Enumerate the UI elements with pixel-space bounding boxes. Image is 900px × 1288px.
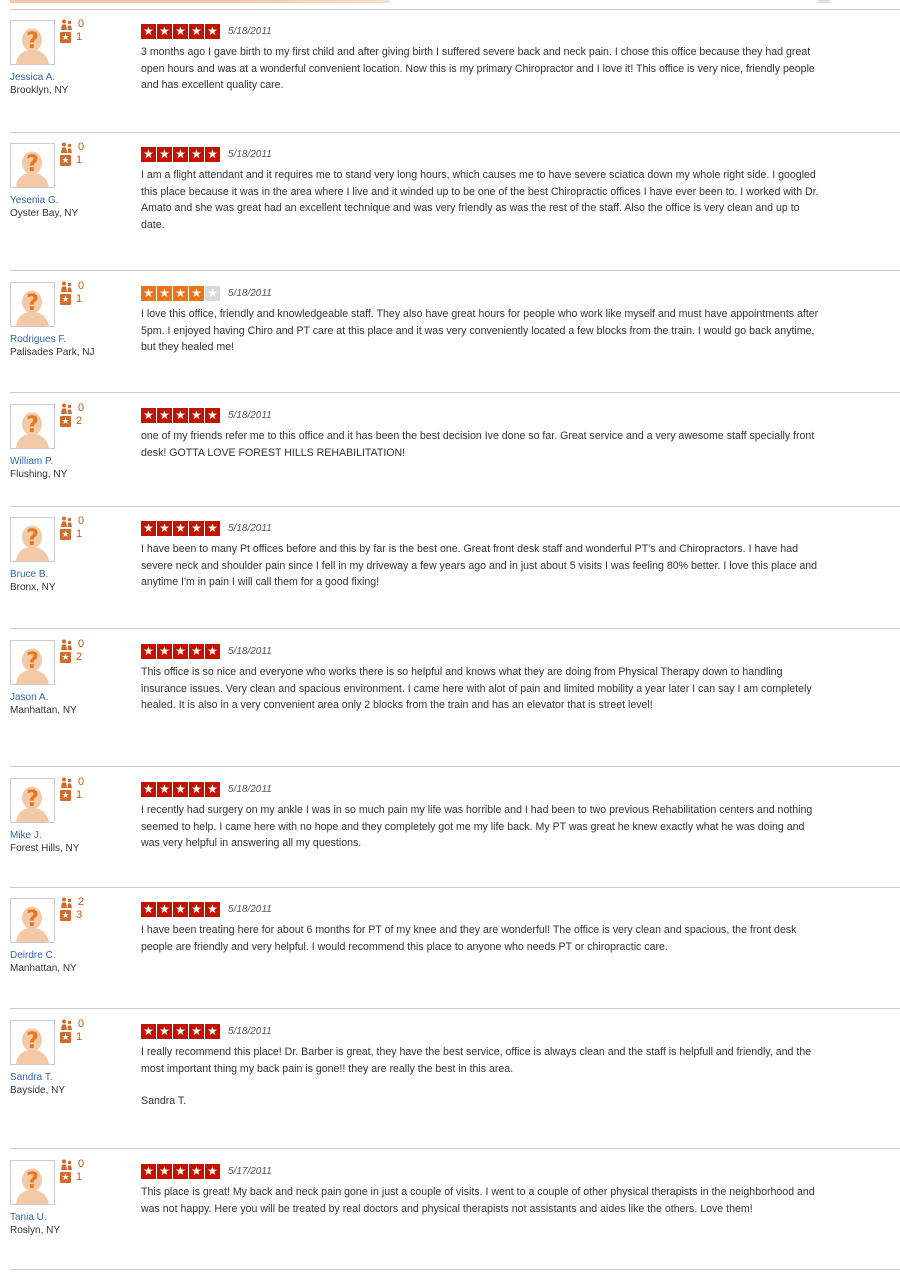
default-avatar-question-icon — [11, 899, 54, 942]
reviewer-avatar[interactable] — [10, 404, 55, 449]
reviewer-location: Palisades Park, NJ — [10, 347, 95, 358]
star-rating — [141, 24, 220, 39]
review-item — [10, 282, 900, 410]
reviewer-avatar[interactable] — [10, 1020, 55, 1065]
friend-count-value: 0 — [78, 402, 85, 414]
review-divider — [10, 392, 900, 393]
default-avatar-question-icon — [11, 641, 54, 684]
review-divider — [10, 132, 900, 133]
star-filled-icon — [189, 644, 204, 659]
star-filled-icon — [157, 24, 172, 39]
reviewer-stats — [60, 1158, 84, 1184]
reviewer-location: Brooklyn, NY — [10, 85, 69, 96]
svg-text:?: ? — [26, 1169, 39, 1194]
reviewer-location: Manhattan, NY — [10, 705, 77, 716]
star-filled-icon — [157, 1024, 172, 1039]
reviewer-name-link[interactable]: Jason A. — [10, 692, 49, 703]
review-date: 5/18/2011 — [228, 646, 272, 657]
star-filled-icon — [189, 902, 204, 917]
reviewer-stats — [60, 402, 84, 428]
review-divider — [10, 506, 900, 507]
default-avatar-question-icon — [11, 518, 54, 561]
friends-icon — [60, 403, 73, 415]
star-rating — [141, 644, 220, 659]
review-count-value: 1 — [76, 154, 83, 166]
star-filled-icon — [141, 644, 156, 659]
reviewer-avatar[interactable] — [10, 20, 55, 65]
friends-icon — [60, 19, 73, 31]
review-count-icon — [60, 416, 71, 427]
svg-text:?: ? — [26, 907, 39, 932]
friend-count-value: 0 — [78, 638, 85, 650]
review-count-icon — [60, 32, 71, 43]
star-filled-icon — [205, 1164, 220, 1179]
review-count-value: 1 — [76, 528, 83, 540]
svg-text:?: ? — [26, 291, 39, 316]
reviewer-avatar[interactable] — [10, 898, 55, 943]
default-avatar-question-icon — [11, 405, 54, 448]
review-text: 3 months ago I gave birth to my first child and after giving birth I suffered severe back and neck pain. I chose this office because they had great open hours and was at a wonderful convenient location. Now this is my primary Chiropractor and I love it! This office is very nice, friendly people and has excellent quality care. — [141, 46, 815, 91]
svg-text:?: ? — [26, 526, 39, 551]
friends-icon — [60, 281, 73, 293]
friends-icon — [60, 897, 73, 909]
reviewer-location: Forest Hills, NY — [10, 843, 80, 854]
review-divider — [10, 766, 900, 767]
reviewer-name-link[interactable]: Mike J. — [10, 830, 42, 841]
star-rating — [141, 782, 220, 797]
review-count-value: 1 — [76, 1171, 83, 1183]
review-body — [141, 306, 821, 356]
review-count-icon — [60, 529, 71, 540]
review-count-value: 1 — [76, 789, 83, 801]
friend-count-value: 2 — [78, 896, 85, 908]
review-date: 5/18/2011 — [228, 149, 272, 160]
reviewer-location: Oyster Bay, NY — [10, 208, 79, 219]
reviewer-name-link[interactable]: Sandra T. — [10, 1072, 53, 1083]
star-filled-icon — [157, 521, 172, 536]
star-filled-icon — [205, 408, 220, 423]
review-count — [60, 415, 84, 428]
star-filled-icon — [189, 521, 204, 536]
review-count-icon — [60, 1172, 71, 1183]
review-text: I recently had surgery on my ankle I was in so much pain my life was horrible and I had been to two previous Rehabilitation centers and nothing seemed to help. I came here with no hope and they completely got me my life back. My PT was great he knew exactly what he was doing and was very helpful in answering all my questions. — [141, 804, 813, 849]
review-count-value: 1 — [76, 31, 83, 43]
star-filled-icon — [205, 1024, 220, 1039]
star-filled-icon — [173, 147, 188, 162]
reviewer-stats — [60, 280, 84, 306]
review-date: 5/18/2011 — [228, 410, 272, 421]
review-date: 5/18/2011 — [228, 1026, 272, 1037]
star-filled-icon — [157, 147, 172, 162]
default-avatar-question-icon — [11, 283, 54, 326]
friend-count-value: 0 — [78, 141, 85, 153]
friend-count-value: 0 — [78, 1158, 85, 1170]
star-filled-icon — [141, 521, 156, 536]
star-filled-icon — [189, 286, 204, 301]
reviewer-stats — [60, 515, 84, 541]
star-filled-icon — [157, 286, 172, 301]
reviewer-avatar[interactable] — [10, 1160, 55, 1205]
reviewer-location: Bronx, NY — [10, 582, 56, 593]
reviewer-name-link[interactable]: Yesenia G. — [10, 195, 59, 206]
review-text: I really recommend this place! Dr. Barber is great, they have the best service, office is always clean and the staff is helpfull and friendly, and the most important thing my back pain is gone!! they are really the best in this area. — [141, 1046, 812, 1075]
review-count-value: 2 — [76, 651, 83, 663]
reviewer-location: Bayside, NY — [10, 1085, 66, 1096]
star-filled-icon — [141, 902, 156, 917]
svg-text:?: ? — [26, 152, 39, 177]
review-text: This office is so nice and everyone who works there is so helpful and knows what they are doing from Physical Therapy down to handling insurance issues. Very clean and spacious environment. I came here with alot of pain and limited mobility a year later I can say I am completely healed. It is also in a very convenient area only 2 blocks from the train and has an elevator that is street level! — [141, 666, 812, 711]
reviewer-stats — [60, 141, 84, 167]
star-filled-icon — [141, 782, 156, 797]
review-count — [60, 789, 84, 802]
review-count — [60, 31, 84, 44]
review-date: 5/18/2011 — [228, 26, 272, 37]
review-count-value: 1 — [76, 1031, 83, 1043]
friend-count-value: 0 — [78, 18, 85, 30]
review-body — [141, 541, 821, 591]
star-filled-icon — [157, 1164, 172, 1179]
reviewer-location: Flushing, NY — [10, 469, 68, 480]
friend-count-value: 0 — [78, 1018, 85, 1030]
review-body — [141, 428, 821, 461]
friends-icon — [60, 1019, 73, 1031]
star-filled-icon — [205, 644, 220, 659]
star-filled-icon — [141, 147, 156, 162]
star-filled-icon — [157, 408, 172, 423]
review-text: one of my friends refer me to this office and it has been the best decision Ive done so far. Great service and a very awesome staff specially front desk! GOTTA LOVE FOREST HILLS REHABILITATION! — [141, 430, 815, 459]
default-avatar-question-icon — [11, 779, 54, 822]
reviewer-location: Manhattan, NY — [10, 963, 77, 974]
star-filled-icon — [173, 408, 188, 423]
review-count-icon — [60, 652, 71, 663]
reviewer-location: Roslyn, NY — [10, 1225, 61, 1236]
reviewer-name-link[interactable]: Tania U. — [10, 1212, 47, 1223]
reviewer-stats — [60, 776, 84, 802]
reviewer-name-link[interactable]: Bruce B. — [10, 569, 49, 580]
review-body — [141, 44, 821, 94]
review-divider — [10, 1008, 900, 1009]
star-filled-icon — [189, 782, 204, 797]
star-filled-icon — [141, 286, 156, 301]
reviewer-name-link[interactable]: Deirdre C. — [10, 950, 56, 961]
review-count — [60, 651, 84, 664]
reviewer-stats — [60, 638, 84, 664]
review-divider — [10, 628, 900, 629]
review-body — [141, 167, 821, 233]
review-count — [60, 1171, 84, 1184]
review-date: 5/18/2011 — [228, 904, 272, 915]
friends-icon — [60, 777, 73, 789]
star-filled-icon — [173, 1024, 188, 1039]
star-rating — [141, 521, 220, 536]
star-filled-icon — [189, 147, 204, 162]
reviewer-name-link[interactable]: Rodrigues F. — [10, 334, 67, 345]
review-signature: Sandra T. — [141, 1095, 187, 1107]
svg-text:?: ? — [26, 649, 39, 674]
review-text: I have been treating here for about 6 months for PT of my knee and they are wonderful! The office is very clean and spacious, the front desk people are friendly and very helpful. I would recommend this place to anyone who needs PT or chiropractic care. — [141, 924, 797, 953]
review-text: I love this office, friendly and knowledgeable staff. They also have great hours for people who work like myself and must have appointments after 5pm. I enjoyed having Chiro and PT care at this place and it was very conveniently located a few blocks from the train. I would go back anytime, but they healed me! — [141, 308, 819, 353]
review-item — [10, 1020, 900, 1148]
star-filled-icon — [141, 24, 156, 39]
svg-text:?: ? — [26, 787, 39, 812]
review-divider — [10, 887, 900, 888]
default-avatar-question-icon — [11, 1161, 54, 1204]
reviewer-avatar[interactable] — [10, 778, 55, 823]
star-filled-icon — [189, 408, 204, 423]
review-count-icon — [60, 294, 71, 305]
review-text: This place is great! My back and neck pain gone in just a couple of visits. I went to a couple of other physical therapists in the neighborhood and was not happy. Here you will be treated by real doctors and physical therapists not assistants and aides like the others. Love them! — [141, 1186, 815, 1215]
review-item — [10, 404, 900, 532]
default-avatar-question-icon — [11, 21, 54, 64]
star-filled-icon — [205, 147, 220, 162]
review-body — [141, 1184, 821, 1217]
review-count — [60, 909, 84, 922]
star-filled-icon — [173, 521, 188, 536]
star-filled-icon — [157, 902, 172, 917]
review-item — [10, 898, 900, 1026]
review-count-value: 1 — [76, 293, 83, 305]
reviewer-name-link[interactable]: Jessica A. — [10, 72, 56, 83]
review-body — [141, 922, 821, 955]
default-avatar-question-icon — [11, 144, 54, 187]
star-filled-icon — [173, 644, 188, 659]
star-rating — [141, 1164, 220, 1179]
review-body — [141, 1044, 821, 1110]
review-item — [10, 20, 900, 148]
star-rating — [141, 408, 220, 423]
friends-icon — [60, 142, 73, 154]
reviewer-name-link[interactable]: William P. — [10, 456, 54, 467]
star-filled-icon — [141, 408, 156, 423]
reviewer-avatar[interactable] — [10, 640, 55, 685]
review-divider — [10, 270, 900, 271]
svg-text:?: ? — [26, 413, 39, 438]
review-count — [60, 293, 84, 306]
star-rating — [141, 286, 220, 301]
review-count-icon — [60, 155, 71, 166]
friend-count-value: 0 — [78, 515, 85, 527]
review-divider — [10, 1148, 900, 1149]
friends-icon — [60, 1159, 73, 1171]
review-count-value: 3 — [76, 909, 83, 921]
reviewer-stats — [60, 18, 84, 44]
reviewer-avatar[interactable] — [10, 143, 55, 188]
friends-icon — [60, 516, 73, 528]
review-item — [10, 640, 900, 768]
friend-count-value: 0 — [78, 776, 85, 788]
review-date: 5/18/2011 — [228, 784, 272, 795]
star-filled-icon — [173, 286, 188, 301]
friend-count-value: 0 — [78, 280, 85, 292]
star-filled-icon — [173, 24, 188, 39]
review-text: I have been to many Pt offices before and this by far is the best one. Great front desk staff and wonderful PT's and Chiropractors. I have had severe neck and shoulder pain since I fell in my driveway a few years ago and in just about 5 visits I was feeling 80% better. I love this place and anytime I'm in pain I will call them for a good fixing! — [141, 543, 818, 588]
review-item — [10, 143, 900, 271]
friends-icon — [60, 639, 73, 651]
star-filled-icon — [157, 644, 172, 659]
star-filled-icon — [173, 902, 188, 917]
star-rating — [141, 1024, 220, 1039]
reviewer-avatar[interactable] — [10, 282, 55, 327]
review-date: 5/17/2011 — [228, 1166, 272, 1177]
review-count-icon — [60, 910, 71, 921]
reviewer-avatar[interactable] — [10, 517, 55, 562]
review-count-value: 2 — [76, 415, 83, 427]
reviewer-stats — [60, 896, 84, 922]
review-count-icon — [60, 1032, 71, 1043]
review-date: 5/18/2011 — [228, 288, 272, 299]
reviewer-stats — [60, 1018, 84, 1044]
star-filled-icon — [205, 521, 220, 536]
star-filled-icon — [189, 1164, 204, 1179]
review-divider — [10, 1269, 900, 1270]
svg-text:?: ? — [26, 29, 39, 54]
default-avatar-question-icon — [11, 1021, 54, 1064]
review-count — [60, 1031, 84, 1044]
review-count-icon — [60, 790, 71, 801]
star-filled-icon — [141, 1024, 156, 1039]
star-filled-icon — [205, 902, 220, 917]
review-count — [60, 528, 84, 541]
review-item — [10, 517, 900, 645]
star-empty-icon — [205, 286, 220, 301]
review-count — [60, 154, 84, 167]
star-rating — [141, 147, 220, 162]
star-filled-icon — [189, 1024, 204, 1039]
review-body — [141, 802, 821, 852]
review-text: I am a flight attendant and it requires me to stand very long hours, which causes me to have severe sciatica down my whole right side. I googled this place because it was in the area where I live and it winded up to be one of the best Chiropractic offices I have ever been to. I worked with Dr. Amato and she was great had an excellent technique and was very friendly as was the rest of the staff. Also the office is very clean and up to date. — [141, 169, 819, 231]
star-filled-icon — [189, 24, 204, 39]
review-body — [141, 664, 821, 714]
star-filled-icon — [157, 782, 172, 797]
star-rating — [141, 902, 220, 917]
svg-text:?: ? — [26, 1029, 39, 1054]
star-filled-icon — [173, 1164, 188, 1179]
star-filled-icon — [141, 1164, 156, 1179]
star-filled-icon — [205, 24, 220, 39]
star-filled-icon — [205, 782, 220, 797]
review-date: 5/18/2011 — [228, 523, 272, 534]
star-filled-icon — [173, 782, 188, 797]
